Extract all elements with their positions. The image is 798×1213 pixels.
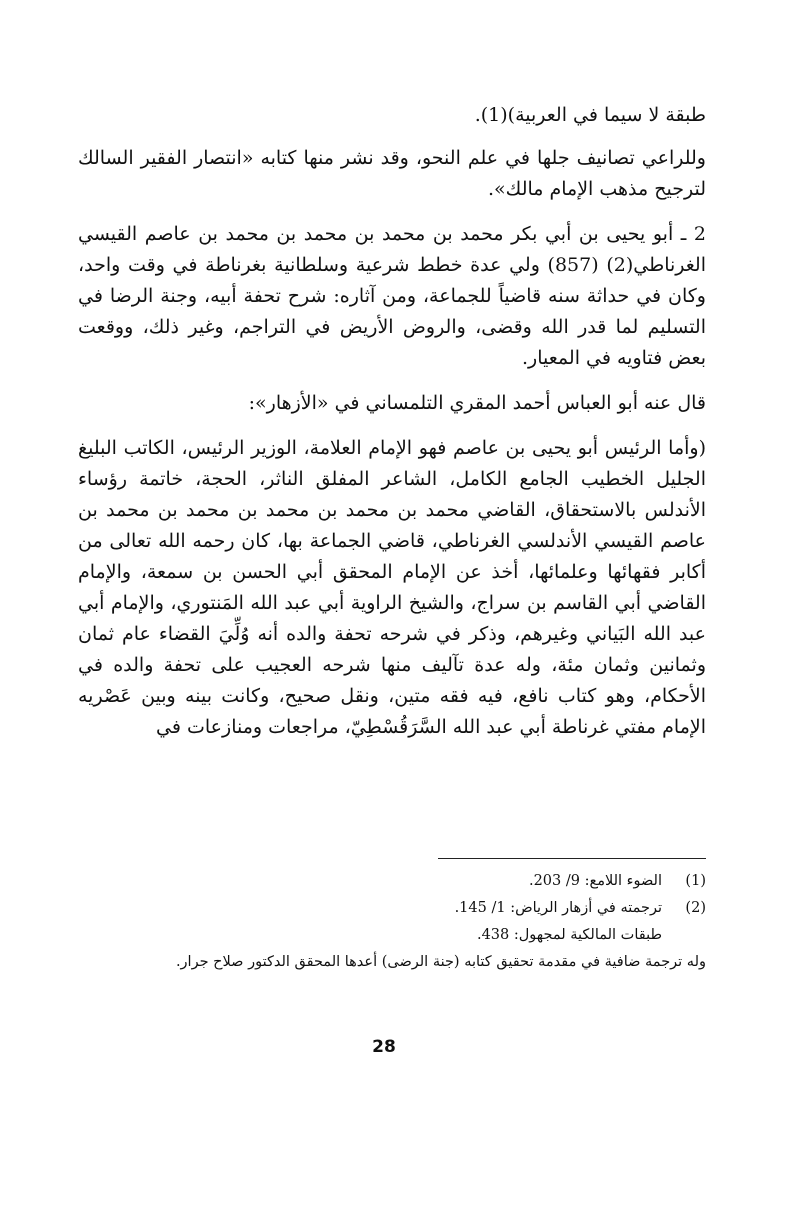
footnote-number: (1): [685, 873, 706, 889]
footnotes: [78, 868, 706, 976]
footnote-number: (2): [685, 900, 706, 916]
footnote-text: الضوء اللامع: 9/ 203.: [528, 873, 662, 889]
paragraph-2: وللراعي تصانيف جلها في علم النحو، وقد نشر منها كتابه «انتصار الفقير السالك لترجيح مذهب الإمام مالك».: [78, 147, 706, 200]
footnote-1: [78, 868, 706, 895]
footnote-text: ترجمته في أزهار الرياض: 1/ 145.: [454, 900, 662, 916]
footnote-2-source: طبقات المالكية لمجهول: 438.: [476, 927, 662, 943]
page-number: 28: [372, 1037, 396, 1057]
main-text: [78, 100, 706, 757]
paragraph-4: قال عنه أبو العباس أحمد المقري التلمساني في «الأزهار»:: [248, 392, 706, 414]
footnote-2: [78, 895, 706, 922]
footnote-separator: [438, 858, 706, 859]
paragraph-3: 2 ـ أبو يحيى بن أبي بكر محمد بن محمد بن محمد بن محمد بن عاصم القيسي الغرناطي(2) (857) ولي عدة خطط شرعية وسلطانية بغرناطة في وقت واحد، وكان في حداثة سنه قاضياً للجماعة، ومن آثاره: شرح تحفة أبيه، وجنة الرضا في التسليم لما قدر الله وقضى، والروض الأريض في التراجم، وغير ذلك، ووقعت بعض فتاويه في المعيار.: [78, 223, 706, 369]
footnote-2-note: وله ترجمة ضافية في مقدمة تحقيق كتابه (جنة الرضى) أعدها المحقق الدكتور صلاح جرار.: [175, 954, 706, 970]
paragraph-5: (وأما الرئيس أبو يحيى بن عاصم فهو الإمام العلامة، الوزير الرئيس، الكاتب البليغ الجليل الخطيب الجامع الكامل، الشاعر المفلق الناثر، الحجة، خاتمة رؤساء الأندلس بالاستحقاق، القاضي محمد بن محمد بن محمد بن محمد بن محمد بن عاصم القيسي الأندلسي الغرناطي، قاضي الجماعة بها، كان رحمه الله تعالى من أكابر فقهائها وعلمائها، أخذ عن الإمام المحقق أبي الحسن بن سمعة، والإمام القاضي أبي القاسم بن سراج، والشيخ الراوية أبي عبد الله المَنتوري، والإمام أبي عبد الله البَياني وغيرهم، وذكر في شرحه تحفة والده أنه وُلِّيَ القضاء عام ثمان وثمانين وثمان مئة، وله عدة تآليف منها شرحه العجيب على تحفة والده في الأحكام، وهو كتاب نافع، فيه فقه متين، ونقل صحيح، وكانت بينه وبين عَصْريه الإمام مفتي غرناطة أبي عبد الله السَّرَقُسْطِيّ، مراجعات ومنازعات في: [78, 437, 707, 738]
paragraph-1: طبقة لا سيما في العربية)(1).: [474, 104, 706, 126]
